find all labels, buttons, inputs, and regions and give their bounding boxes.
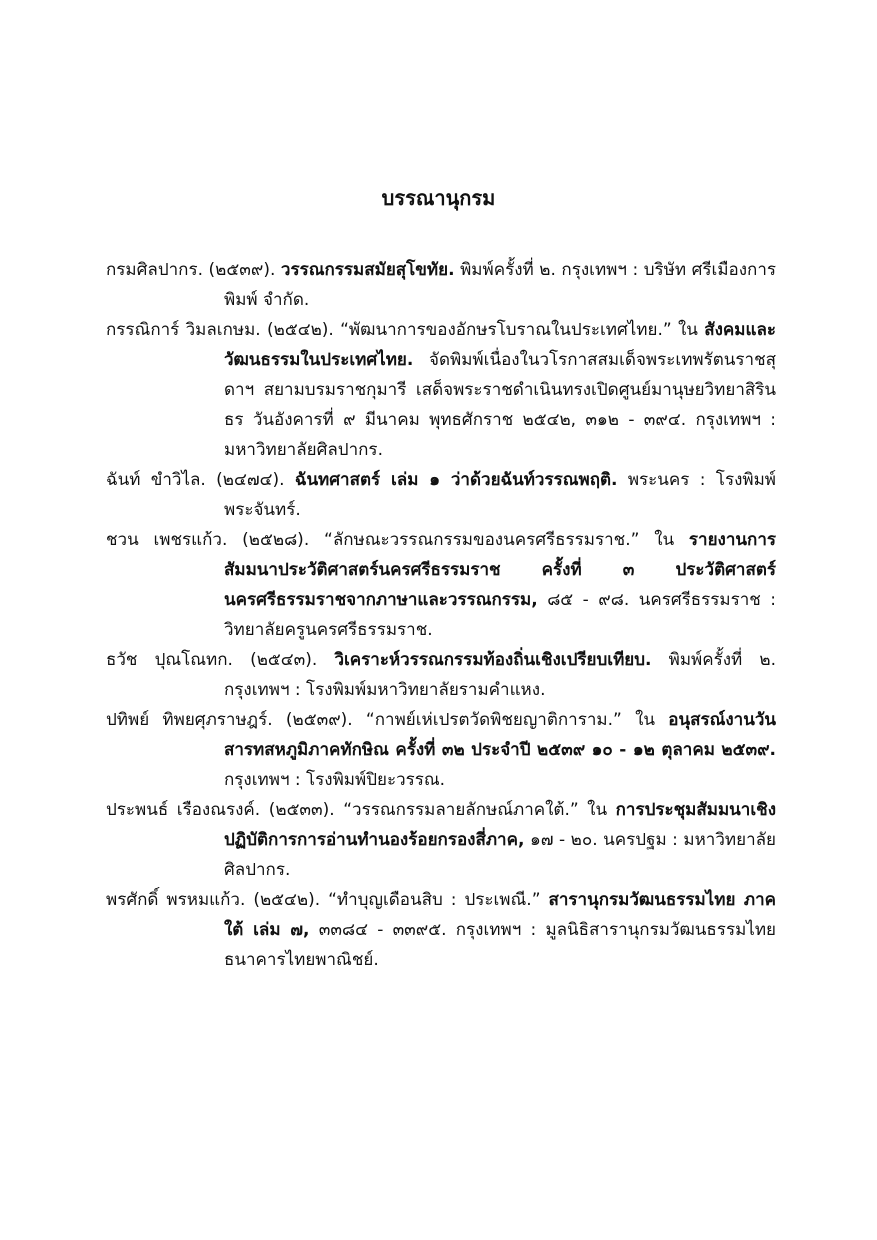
entry-bold-title: อนุสรณ์งานวันสารทสหภูมิภาคทักษิณ ครั้งที่ ๓๒ ประจำปี ๒๕๓๙ ๑๐ - ๑๒ ตุลาคม ๒๕๓๙. <box>224 710 776 760</box>
entry-text: กรมศิลปากร. (๒๕๓๙). <box>106 260 281 280</box>
bibliography-list <box>106 255 776 975</box>
bibliography-entry <box>106 795 776 885</box>
entry-bold-title: วิเคราะห์วรรณกรรมท้องถิ่นเชิงเปรียบเทียบ. <box>334 650 652 670</box>
entry-text: ๘๕ - ๙๘. นครศรีธรรมราช : วิทยาลัยครูนครศรีธรรมราช. <box>224 590 776 640</box>
entry-bold-title: การประชุมสัมมนาเชิงปฏิบัติการการอ่านทำนองร้อยกรองสี่ภาค, <box>224 800 776 850</box>
entry-text: พิมพ์ครั้งที่ ๒. กรุงเทพฯ : บริษัท ศรีเมืองการพิมพ์ จำกัด. <box>224 260 777 310</box>
bibliography-entry <box>106 315 776 465</box>
entry-text: พระนคร : โรงพิมพ์พระจันทร์. <box>224 470 776 520</box>
entry-bold-title: ฉันทศาสตร์ เล่ม ๑ ว่าด้วยฉันท์วรรณพฤติ. <box>294 470 618 490</box>
bibliography-entry <box>106 255 776 315</box>
bibliography-entry <box>106 885 776 975</box>
entry-text: ปทิพย์ ทิพยศุภราษฎร์. (๒๕๓๙). “กาพย์เห่เปรตวัดพิชยญาติการาม.” ใน <box>106 710 669 730</box>
entry-text: ๓๓๘๔ - ๓๓๙๕. กรุงเทพฯ : มูลนิธิสารานุกรมวัฒนธรรมไทย ธนาคารไทยพาณิชย์. <box>224 920 776 970</box>
entry-bold-title: รายงานการสัมมนาประวัติศาสตร์นครศรีธรรมราช ครั้งที่ ๓ ประวัติศาสตร์นครศรีธรรมราชจากภาษาและวรรณกรรม, <box>224 530 776 610</box>
entry-text: ฉันท์ ขำวิไล. (๒๔๗๔). <box>106 470 295 490</box>
bibliography-entry <box>106 645 776 705</box>
entry-text: พรศักดิ์ พรหมแก้ว. (๒๕๔๒). “ทำบุญเดือนสิบ : ประเพณี.” <box>106 890 549 910</box>
entry-text: ประพนธ์ เรืองณรงค์. (๒๕๓๓). “วรรณกรรมลายลักษณ์ภาคใต้.” ใน <box>106 800 616 820</box>
entry-bold-title: สังคมและวัฒนธรรมในประเทศไทย. <box>224 320 776 370</box>
bibliography-entry <box>106 705 776 795</box>
entry-text: ชวน เพชรแก้ว. (๒๕๒๘). “ลักษณะวรรณกรรมของนครศรีธรรมราช.” ใน <box>106 530 689 550</box>
entry-text: กรรณิการ์ วิมลเกษม. (๒๕๔๒). “พัฒนาการของอักษรโบราณในประเทศไทย.” ใน <box>106 320 705 340</box>
entry-text: ธวัช ปุณโณทก. (๒๕๔๓). <box>106 650 335 670</box>
bibliography-entry <box>106 525 776 645</box>
entry-text: จัดพิมพ์เนื่องในวโรกาสสมเด็จพระเทพรัตนราชสุดาฯ สยามบรมราชกุมารี เสด็จพระราชดำเนินทรงเปิดศูนย์มานุษยวิทยาสิรินธร วันอังคารที่ ๙ มีนาคม พุทธศักราช ๒๕๔๒, ๓๑๒ - ๓๙๔. กรุงเทพฯ : มหาวิทยาลัยศิลปากร. <box>224 350 776 460</box>
entry-text: พิมพ์ครั้งที่ ๒. กรุงเทพฯ : โรงพิมพ์มหาวิทยาลัยรามคำแหง. <box>224 650 776 700</box>
bibliography-entry <box>106 465 776 525</box>
entry-text: ๑๗ - ๒๐. นครปฐม : มหาวิทยาลัยศิลปากร. <box>224 830 776 880</box>
entry-bold-title: วรรณกรรมสมัยสุโขทัย. <box>280 260 455 280</box>
entry-text: กรุงเทพฯ : โรงพิมพ์ปิยะวรรณ. <box>224 770 446 790</box>
page-title: บรรณานุกรม <box>381 186 496 210</box>
entry-bold-title: สารานุกรมวัฒนธรรมไทย ภาคใต้ เล่ม ๗, <box>224 890 777 940</box>
